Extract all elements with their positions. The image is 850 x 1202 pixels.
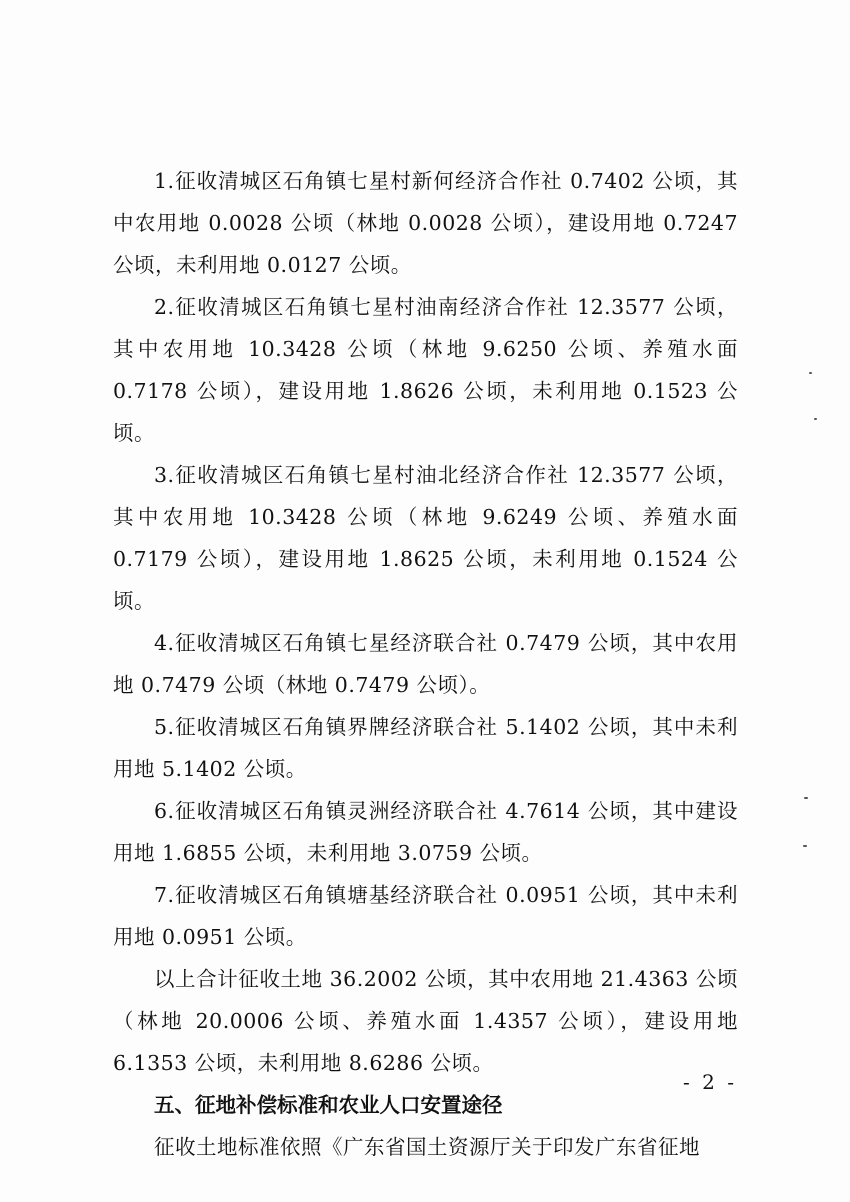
scan-speck [809,372,812,374]
paragraph-item-6: 6.征收清城区石角镇灵洲经济联合社 4.7614 公顷，其中建设用地 1.6855 公顷，未利用地 3.0759 公顷。 [113,799,738,865]
paragraph-item-2: 2.征收清城区石角镇七星村油南经济合作社 12.3577 公顷，其中农用地 10.3428 公顷（林地 9.6250 公顷、养殖水面 0.7178 公顷），建设用地 1.8626 公顷，未利用地 0.1523 公顷。 [113,295,738,445]
paragraph-item-7: 7.征收清城区石角镇塘基经济联合社 0.0951 公顷，其中未利用地 0.0951 公顷。 [113,883,738,949]
scan-speck [803,845,807,847]
paragraph-item-3: 3.征收清城区石角镇七星村油北经济合作社 12.3577 公顷，其中农用地 10.3428 公顷（林地 9.6249 公顷、养殖水面 0.7179 公顷），建设用地 1.8625 公顷，未利用地 0.1524 公顷。 [113,463,738,613]
section-heading: 五、征地补偿标准和农业人口安置途径 [154,1093,503,1117]
paragraph-item-5: 5.征收清城区石角镇界牌经济联合社 5.1402 公顷，其中未利用地 5.1402 公顷。 [113,715,738,781]
document-body [113,160,738,1168]
paragraph-item-1: 1.征收清城区石角镇七星村新何经济合作社 0.7402 公顷，其中农用地 0.0028 公顷（林地 0.0028 公顷），建设用地 0.7247 公顷，未利用地 0.0127 公顷。 [113,169,738,277]
page-number: - 2 - [683,1070,737,1094]
scan-speck [814,418,817,420]
paragraph-closing: 征收土地标准依照《广东省国土资源厅关于印发广东省征地 [154,1135,700,1159]
scan-speck [804,797,808,799]
paragraph-item-4: 4.征收清城区石角镇七星经济联合社 0.7479 公顷，其中农用地 0.7479 公顷（林地 0.7479 公顷）。 [113,631,738,697]
paragraph-total: 以上合计征收土地 36.2002 公顷，其中农用地 21.4363 公顷（林地 20.0006 公顷、养殖水面 1.4357 公顷），建设用地 6.1353 公顷，未利用地 8.6286 公顷。 [113,967,738,1075]
